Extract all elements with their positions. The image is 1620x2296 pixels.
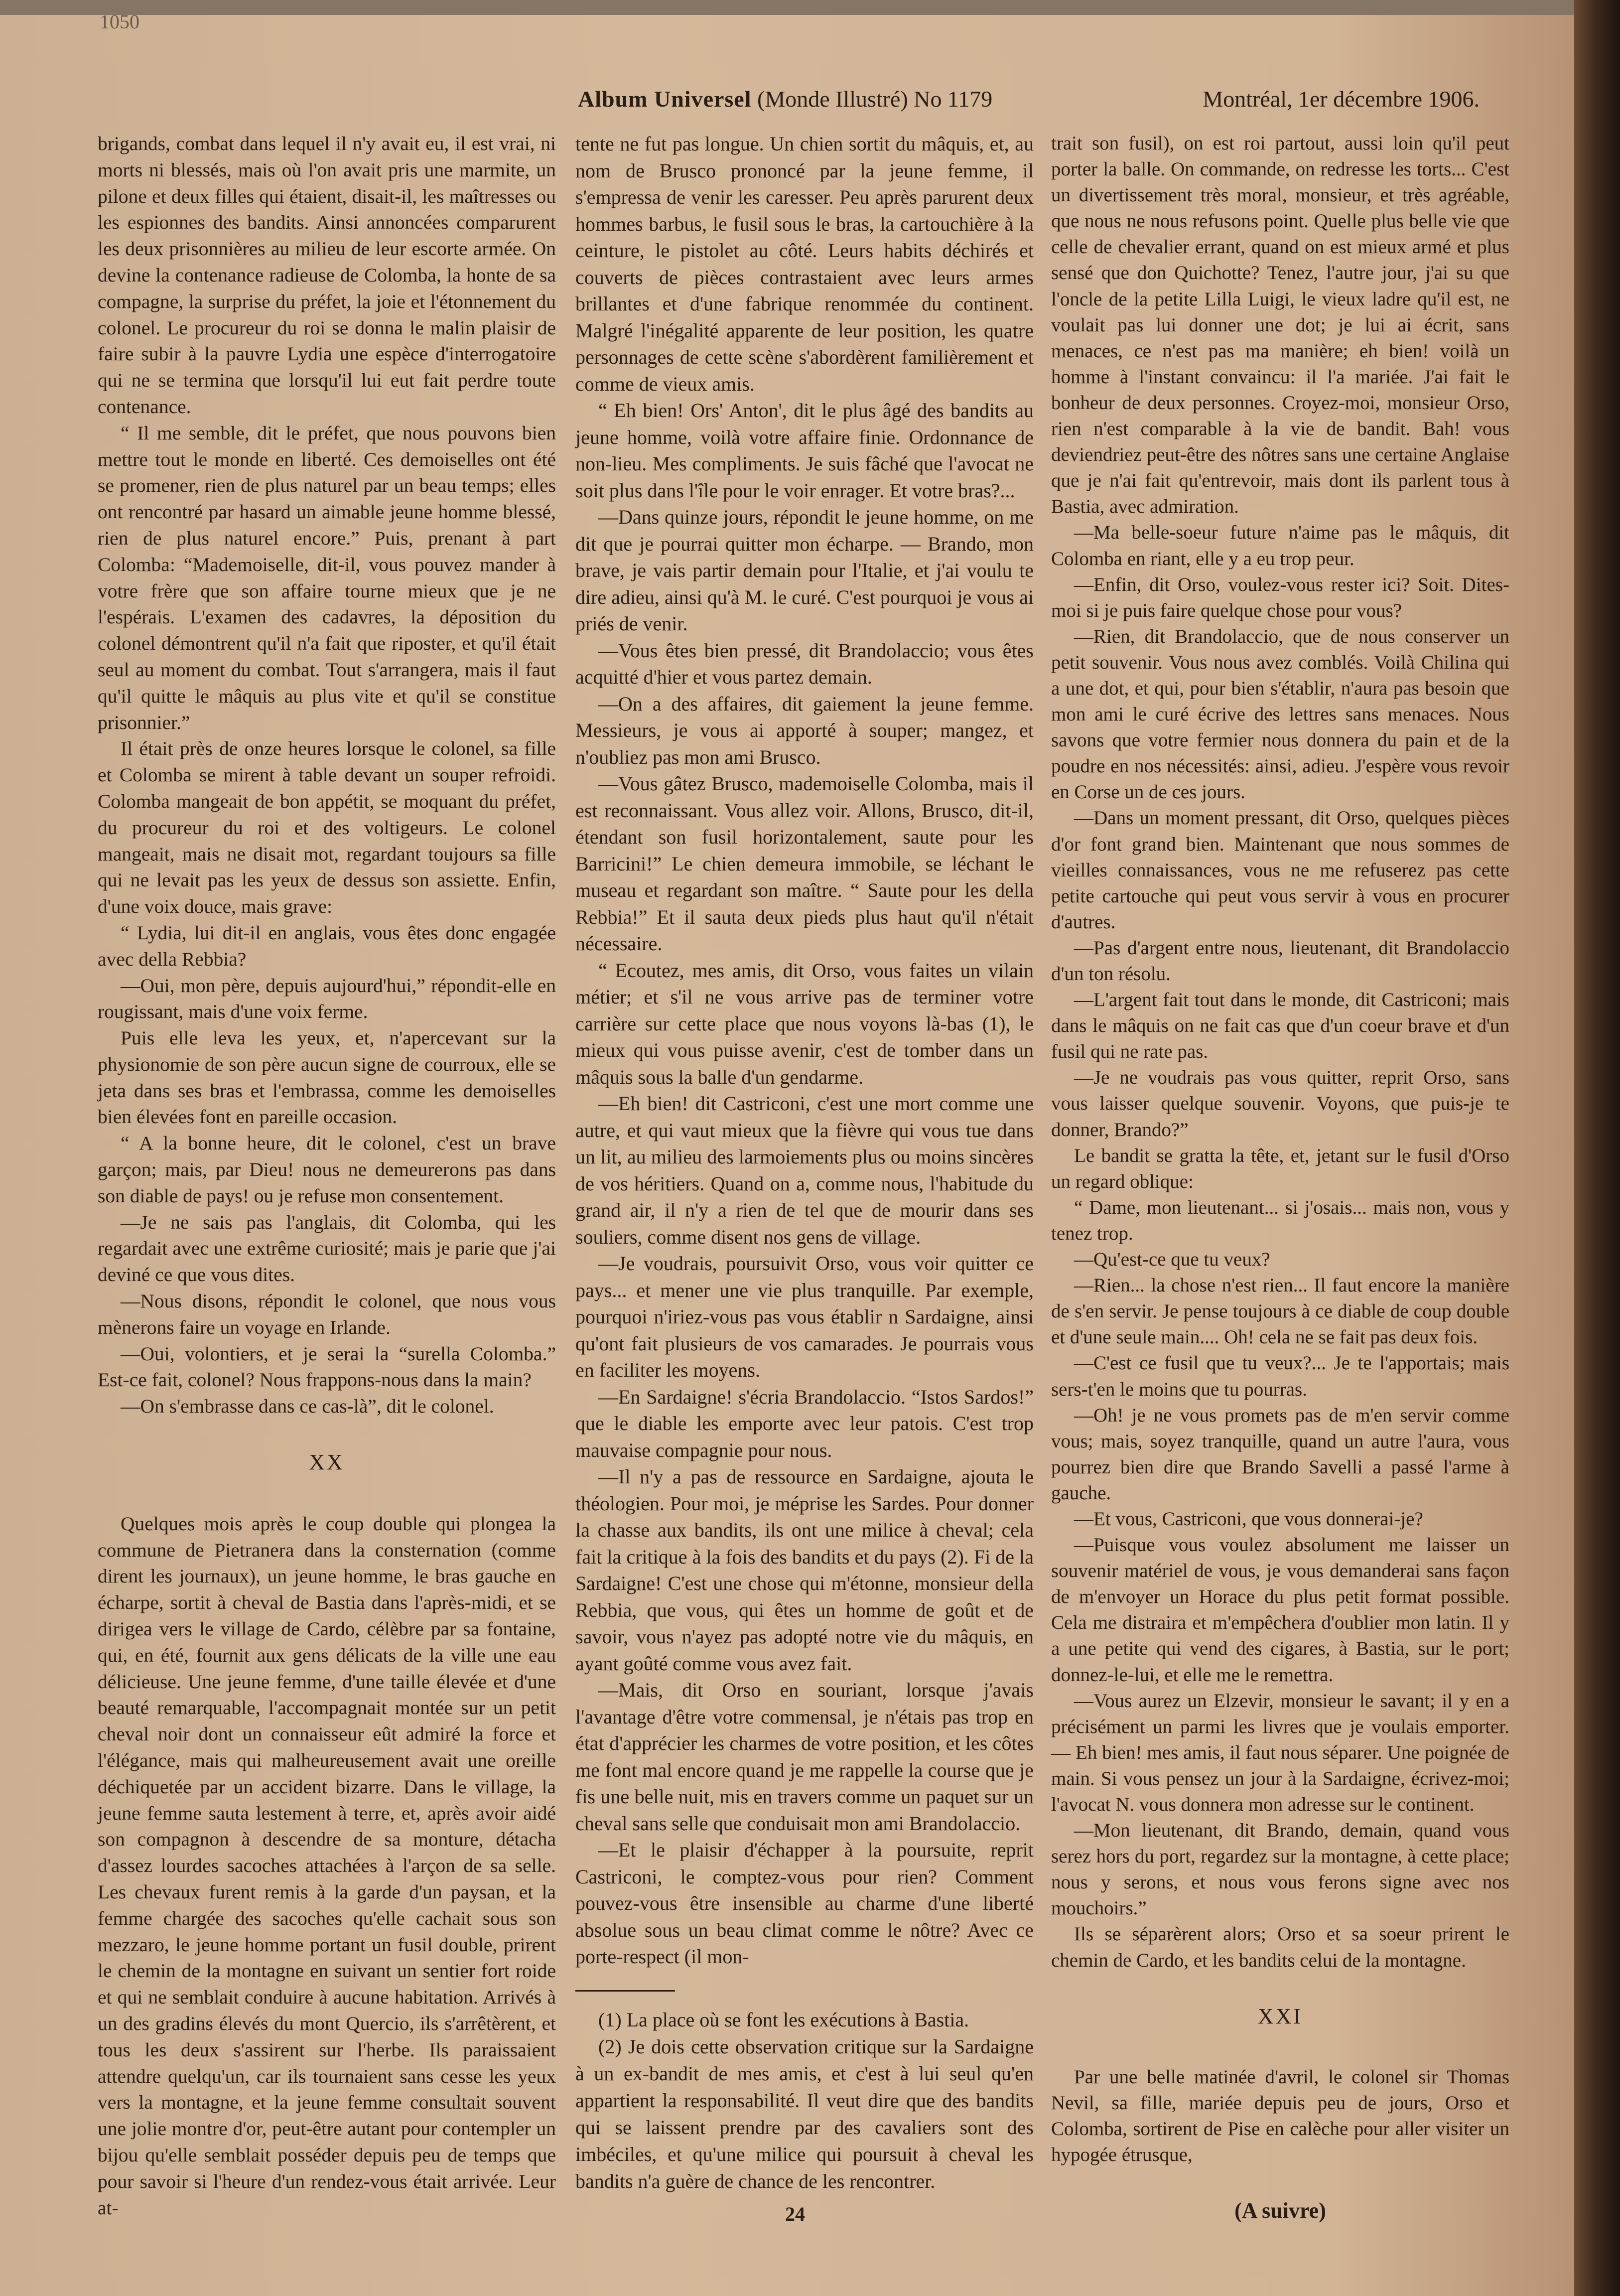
paragraph: tente ne fut pas longue. Un chien sortit du mâquis, et, au nom de Brusco prononcé par la jeune femme, il s'empressa de venir les caresser. Peu après parurent deux hommes barbus, le fusil sous le bras, la cartouchière à la ceinture, le pistolet au côté. Leurs habits déchirés et couverts de pièces contrastaient avec leurs armes brillantes et d'une fabrique renommée du continent. Malgré l'inégalité apparente de leur position, les quatre personnages de cette scène s'abordèrent familièrement et comme de vieux amis. (575, 133, 1034, 395)
chapter-heading-xxi: XXI (1257, 2004, 1303, 2028)
paragraph: —Pas d'argent entre nous, lieutenant, dit Brandolaccio d'un ton résolu. (1051, 937, 1509, 985)
to-be-continued: (A suivre) (1234, 2198, 1326, 2223)
paragraph: —Ma belle-soeur future n'aime pas le mâquis, dit Colomba en riant, elle y a eu trop peur. (1051, 522, 1509, 570)
paragraph: —Je ne voudrais pas vous quitter, reprit Orso, sans vous laisser quelque souvenir. Voyons, que puis-je te donner, Brando?” (1051, 1067, 1509, 1141)
book-binding-edge (1574, 0, 1620, 2296)
paragraph: —Enfin, dit Orso, voulez-vous rester ici? Soit. Dites-moi si je puis faire quelque chose pour vous? (1051, 574, 1509, 621)
text-column-3 (1051, 131, 1509, 2224)
paragraph: —Oui, mon père, depuis aujourd'hui,” répondit-elle en rougissant, mais d'une voix ferme. (98, 974, 556, 1023)
paragraph: Le bandit se gratta la tête, et, jetant sur le fusil d'Orso un regard oblique: (1051, 1145, 1509, 1192)
page-number: 24 (785, 2203, 805, 2225)
paragraph: —En Sardaigne! s'écria Brandolaccio. “Istos Sardos!” que le diable les emporte avec leur patois. C'est trop mauvaise compagnie pour nous. (575, 1385, 1034, 1461)
footnote-1: (1) La place où se font les exécutions à Bastia. (598, 2008, 969, 2031)
footnote-divider (575, 1990, 675, 1992)
paragraph: —Rien, dit Brandolaccio, que de nous conserver un petit souvenir. Vous nous avez comblés. Voilà Chilina qui a une dot, et qui, pour bien s'établir, n'aura pas besoin que mon ami le curé écrive des lettres sans menaces. Nous savons que votre fermier nous donnera du pain et de la poudre en nos nécessités: ainsi, adieu. J'espère vous revoir en Corse un de ces jours. (1051, 625, 1509, 803)
paragraph: —Et le plaisir d'échapper à la poursuite, reprit Castriconi, le comptez-vous pour rien? Comment pouvez-vous être insensible au charme d'une liberté absolue sous un beau climat comme le nôtre? Avec ce porte-respect (il mon- (575, 1839, 1034, 1968)
running-header (578, 86, 1480, 121)
paragraph: “ Eh bien! Ors' Anton', dit le plus âgé des bandits au jeune homme, voilà votre affaire finie. Ordonnance de non-lieu. Mes compliments. Je suis fâché que l'avocat ne soit plus dans l'île pour le voir enrager. Et votre bras?... (575, 399, 1034, 502)
paragraph: Il était près de onze heures lorsque le colonel, sa fille et Colomba se mirent à table devant un souper refroidi. Colomba mangeait de bon appétit, se moquant du préfet, du procureur du roi et des voltigeurs. Le colonel mangeait, mais ne disait mot, regardant toujours sa fille qui ne levait pas les yeux de dessus son assiette. Enfin, d'une voix douce, mais grave: (98, 737, 556, 918)
footnote-2: (2) Je dois cette observation critique sur la Sardaigne à un ex-bandit de mes amis, et c'est à lui seul qu'en appartient la responsabilité. Il veut dire que des bandits qui se laissent prendre par des cavaliers sont des imbéciles, et qu'une milice qui poursuit à cheval les bandits n'a guère de chance de les rencontrer. (575, 2035, 1034, 2192)
paragraph: brigands, combat dans lequel il n'y avait eu, il est vrai, ni morts ni blessés, mais où l'on avait pris une marmite, un pilone et deux filles qui étaient, disait-il, les maîtresses ou les espionnes des bandits. Ainsi annoncées comparurent les deux prisonnières au milieu de leur escorte armée. On devine la contenance radieuse de Colomba, la honte de sa compagne, la surprise du préfet, la joie et l'étonnement du colonel. Le procureur du roi se donna le malin plaisir de faire subir à la pauvre Lydia une espèce d'interrogatoire qui ne se termina que lorsqu'il lui eut fait perdre toute contenance. (98, 133, 556, 418)
paragraph: —Il n'y a pas de ressource en Sardaigne, ajouta le théologien. Pour moi, je méprise les Sardes. Pour donner la chasse aux bandits, ils ont une milice à cheval; cela fait la critique à la fois des bandits et du pays (2). Fi de la Sardaigne! C'est une chose qui m'étonne, monsieur della Rebbia, que vous, qui êtes un homme de goût et de savoir, vous n'ayez pas adopté notre vie du mâquis, en ayant goûté comme vous avez fait. (575, 1465, 1034, 1675)
paragraph: —Mais, dit Orso en souriant, lorsque j'avais l'avantage d'être votre commensal, je n'étais pas trop en état d'apprécier les charmes de votre position, et les côtes me font mal encore quand je me rappelle la course que je fis une belle nuit, mis en travers comme un paquet sur un cheval sans selle que conduisait mon ami Brandolaccio. (575, 1679, 1034, 1835)
header-album-title: Album Universel (578, 86, 752, 112)
paragraph: —Dans quinze jours, répondit le jeune homme, on me dit que je pourrai quitter mon écharpe. — Brando, mon brave, je vais partir demain pour l'Italie, et j'ai voulu te dire adieu, ainsi qu'à M. le curé. C'est pourquoi je vous ai priés de venir. (575, 506, 1034, 635)
paragraph: Par une belle matinée d'avril, le colonel sir Thomas Nevil, sa fille, mariée depuis peu de jours, Orso et Colomba, sortirent de Pise en calèche pour aller visiter un hypogée étrusque, (1051, 2066, 1509, 2166)
scan-top-edge (0, 0, 1620, 15)
paragraph: —Je ne sais pas l'anglais, dit Colomba, qui les regardait avec une extrême curiosité; mais je parie que j'ai deviné ce que vous dites. (98, 1211, 556, 1286)
paragraph: “ Dame, mon lieutenant... si j'osais... mais non, vous y tenez trop. (1051, 1196, 1509, 1244)
paragraph: —Et vous, Castriconi, que vous donnerai-je? (1074, 1508, 1423, 1530)
paragraph: Quelques mois après le coup double qui plongea la commune de Pietranera dans la consternation (comme dirent les journaux), un jeune homme, le bras gauche en écharpe, sortit à cheval de Bastia dans l'après-midi, et se dirigea vers le village de Cardo, célèbre par sa fontaine, qui, en été, fournit aux gens délicats de la ville une eau délicieuse. Une jeune femme, d'une taille élevée et d'une beauté remarquable, l'accompagnait montée sur un petit cheval noir dont un connaisseur eût admiré la force et l'élégance, mais qui malheureusement avait une oreille déchiquetée par un accident bizarre. Dans le village, la jeune femme sauta lestement à terre, et, après avoir aidé son compagnon à descendre de sa monture, détacha d'assez lourdes sacoches attachées à l'arçon de sa selle. Les chevaux furent remis à la garde d'un paysan, et la femme chargée des sacoches qu'elle cachait sous son mezzaro, le jeune homme portant un fusil double, prirent le chemin de la montagne en suivant un sentier fort roide et qui ne semblait conduire à aucune habitation. Arrivés à un des gradins élevés du mont Quercio, ils s'arrêtèrent, et tous les deux s'assirent sur l'herbe. Ils paraissaient attendre quelqu'un, car ils tournaient sans cesse les yeux vers la montagne, et la jeune femme consultait souvent une jolie montre d'or, peut-être autant pour contempler un bijou qu'elle semblait posséder depuis peu de temps que pour savoir si l'heure d'un rendez-vous était arrivée. Leur at- (98, 1512, 556, 2219)
paragraph: —Qu'est-ce que tu veux? (1074, 1249, 1270, 1271)
paragraph: —Vous gâtez Brusco, mademoiselle Colomba, mais il est reconnaissant. Vous allez voir. Allons, Brusco, dit-il, étendant son fusil horizontalement, saute pour les Barricini!” Le chien demeura immobile, se léchant le museau et regardant son maître. “ Saute pour les della Rebbia!” Et il sauta deux pieds plus haut qu'il n'était nécessaire. (575, 772, 1034, 955)
paragraph: —On a des affaires, dit gaiement la jeune femme. Messieurs, je vous ai apporté à souper; mangez, et n'oubliez pas mon ami Brusco. (575, 692, 1034, 768)
paragraph: —On s'embrasse dans ce cas-là”, dit le colonel. (121, 1395, 494, 1418)
paragraph: “ Lydia, lui dit-il en anglais, vous êtes donc engagée avec della Rebbia? (98, 921, 556, 970)
header-place-date: Montréal, 1er décembre 1906. (1203, 86, 1480, 112)
paragraph: —Puisque vous voulez absolument me laisser un souvenir matériel de vous, je vous demanderai sans façon de m'envoyer un Horace du plus petit format possible. Cela me distraira et m'empêchera d'oublier mon latin. Il y a une petite qui vend des cigares, à Bastia, sur le port; donnez-le-lui, et elle me le remettra. (1051, 1534, 1509, 1686)
paragraph: —Oh! je ne vous promets pas de m'en servir comme vous; mais, soyez tranquille, quand un autre l'aura, vous pourrez bien dire que Brando Savelli a passé l'arme à gauche. (1051, 1404, 1509, 1504)
paragraph: —Eh bien! dit Castriconi, c'est une mort comme une autre, et qui vaut mieux que la fièvre qui vous tue dans un lit, au milieu des larmoiements plus ou moins sincères de vos héritiers. Quand on a, comme nous, l'habitude du grand air, il n'y a rien de tel que de mourir dans ses souliers, comme disent nos gens de village. (575, 1092, 1034, 1248)
paragraph: —Vous êtes bien pressé, dit Brandolaccio; vous êtes acquitté d'hier et vous partez demain. (575, 639, 1034, 688)
paragraph: Puis elle leva les yeux, et, n'apercevant sur la physionomie de son père aucun signe de courroux, elle se jeta dans ses bras et l'embrassa, comme les demoiselles bien élevées font en pareille occasion. (98, 1027, 556, 1128)
paragraph: —Rien... la chose n'est rien... Il faut encore la manière de s'en servir. Je pense toujours à ce diable de coup double et d'une seule main.... Oh! cela ne se fait pas deux fois. (1051, 1275, 1509, 1348)
chapter-heading-xx: XX (309, 1450, 345, 1475)
paragraph: —C'est ce fusil que tu veux?... Je te l'apportais; mais sers-t'en le moins que tu pourras. (1051, 1352, 1509, 1400)
text-column-1 (98, 131, 556, 2221)
text-column-2 (575, 131, 1034, 2195)
paragraph: “ A la bonne heure, dit le colonel, c'est un brave garçon; mais, par Dieu! nous ne demeurerons pas dans son diable de pays! ou je refuse mon consentement. (98, 1132, 556, 1207)
paragraph: —Je voudrais, poursuivit Orso, vous voir quitter ce pays... et mener une vie plus tranquille. Par exemple, pourquoi n'iriez-vous pas vous établir n Sardaigne, ainsi qu'ont fait plusieurs de vos camarades. Je pourrais vous en faciliter les moyens. (575, 1252, 1034, 1381)
paragraph: —Vous aurez un Elzevir, monsieur le savant; il y en a précisément un parmi les livres que je voulais emporter. — Eh bien! mes amis, il faut nous séparer. Une poignée de main. Si vous pensez un jour à la Sardaigne, écrivez-moi; l'avocat N. vous donnera mon adresse sur le continent. (1051, 1690, 1509, 1815)
paragraph: —L'argent fait tout dans le monde, dit Castriconi; mais dans le mâquis on ne fait cas que d'un coeur brave et d'un fusil qui ne rate pas. (1051, 989, 1509, 1063)
stray-page-mark: 1050 (100, 10, 139, 33)
header-subtitle: (Monde Illustré) No 1179 (757, 86, 993, 112)
paragraph: —Mon lieutenant, dit Brando, demain, quand vous serez hors du port, regardez sur la montagne, à cette place; nous y serons, et nous vous ferons signe avec nos mouchoirs.” (1051, 1820, 1509, 1919)
paragraph: Ils se séparèrent alors; Orso et sa soeur prirent le chemin de Cardo, et les bandits celui de la montagne. (1051, 1923, 1509, 1971)
paragraph: “ Ecoutez, mes amis, dit Orso, vous faites un vilain métier; et s'il ne vous arrive pas de terminer votre carrière sur cette place que nous voyons là-bas (1), le mieux qui vous puisse avenir, c'est de tomber dans un mâquis sous la balle d'un gendarme. (575, 959, 1034, 1088)
paragraph: trait son fusil), on est roi partout, aussi loin qu'il peut porter la balle. On commande, on redresse les torts... C'est un divertissement très moral, monsieur, et très agréable, que nous ne nous refusons point. Quelle plus belle vie que celle de chevalier errant, quand on est mieux armé et plus sensé que don Quichotte? Tenez, l'autre jour, j'ai su que l'oncle de la petite Lilla Luigi, le vieux ladre qu'il est, ne voulait pas lui donner une dot; je lui ai écrit, sans menaces, ce n'est pas ma manière; eh bien! voilà un homme à l'instant convaincu: il l'a mariée. J'ai fait le bonheur de deux personnes. Croyez-moi, monsieur Orso, rien n'est comparable à la vie de bandit. Bah! vous deviendriez peut-être des nôtres sans une certaine Anglaise que je n'ai fait qu'entrevoir, mais dont ils parlent tous à Bastia, avec admiration. (1051, 133, 1509, 518)
paragraph: —Nous disons, répondit le colonel, que nous vous mènerons faire un voyage en Irlande. (98, 1290, 556, 1338)
paragraph: —Oui, volontiers, et je serai la “surella Colomba.” Est-ce fait, colonel? Nous frappons-nous dans la main? (98, 1342, 556, 1391)
paragraph: —Dans un moment pressant, dit Orso, quelques pièces d'or font grand bien. Maintenant que nous sommes de vieilles connaissances, vous ne me refuserez pas cette petite cartouche qui peut vous servir à vous en procurer d'autres. (1051, 807, 1509, 933)
paragraph: “ Il me semble, dit le préfet, que nous pouvons bien mettre tout le monde en liberté. Ces demoiselles ont été se promener, rien de plus naturel par un beau temps; elles ont rencontré par hasard un aimable jeune homme blessé, rien de plus naturel encore.” Puis, prenant à part Colomba: “Mademoiselle, dit-il, vous pouvez mander à votre frère que son affaire tourne mieux que je ne l'espérais. L'examen des cadavres, la déposition du colonel démontrent qu'il n'a fait que riposter, et qu'il était seul au moment du combat. Tout s'arrangera, mais il faut qu'il quitte le mâquis au plus vite et qu'il se constitue prisonnier.” (98, 422, 556, 733)
